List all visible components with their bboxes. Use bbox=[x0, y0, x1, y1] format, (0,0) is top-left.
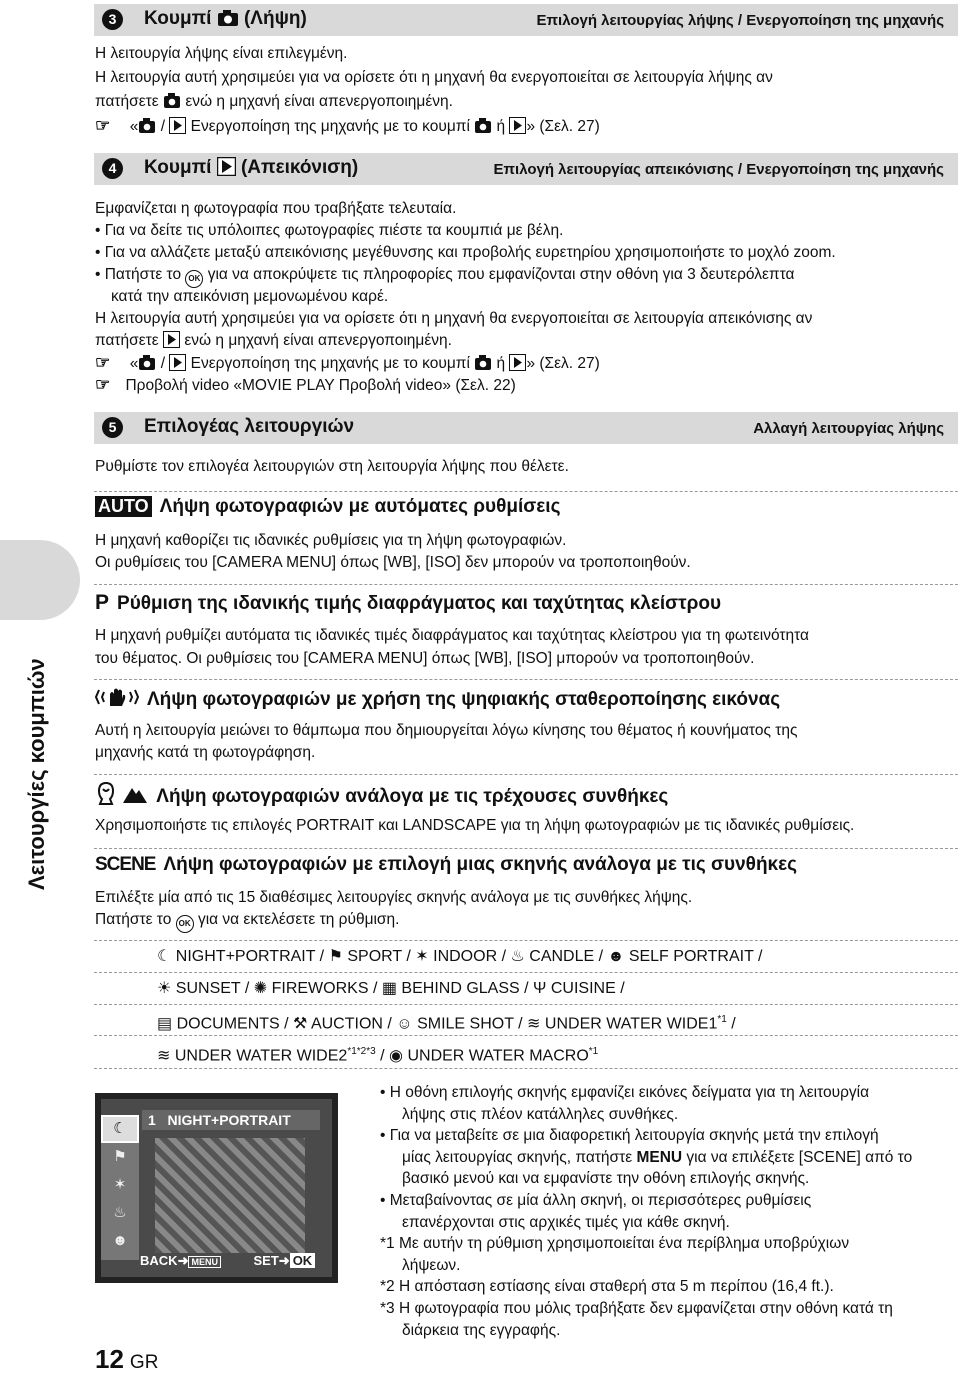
page-number: 12 GR bbox=[95, 1344, 159, 1374]
scene-list-row: ☾ NIGHT+PORTRAIT / ⚑ SPORT / ✶ INDOOR / ♨ CANDLE / ☻ SELF PORTRAIT / bbox=[157, 948, 763, 965]
text-line: Η λειτουργία λήψης είναι επιλεγμένη. bbox=[95, 45, 348, 62]
scene-selection-screen bbox=[95, 1093, 338, 1283]
playback-icon bbox=[217, 157, 236, 176]
note-line: • Για να μεταβείτε σε μια διαφορετική λειτουργία σκηνής μετά την επιλογή bbox=[380, 1127, 879, 1145]
text-line: Εμφανίζεται η φωτογραφία που τραβήξατε τελευταία. bbox=[95, 200, 457, 217]
text-line: Χρησιμοποιήστε τις επιλογές PORTRAIT και LANDSCAPE για τη λήψη φωτογραφιών με τις ιδανικές ρυθμίσεις. bbox=[95, 817, 855, 834]
footnote-line: *1 Με αυτήν τη ρύθμιση χρησιμοποιείται ένα περίβλημα υποβρύχιων bbox=[380, 1235, 850, 1253]
camera-icon bbox=[138, 355, 156, 371]
playback-icon bbox=[509, 117, 526, 134]
camera-icon bbox=[217, 9, 239, 27]
candle-icon: ♨ bbox=[510, 948, 525, 965]
auction-icon: ⚒ bbox=[293, 1015, 308, 1033]
section-subtitle: Επιλογή λειτουργίας λήψης / Ενεργοποίηση της μηχανής bbox=[536, 12, 944, 29]
section-number: 5 bbox=[102, 417, 123, 438]
self-portrait-icon: ☻ bbox=[112, 1232, 128, 1249]
smile-shot-icon: ☺ bbox=[396, 1015, 413, 1033]
text-line: Οι ρυθμίσεις του [CAMERA MENU] όπως [WB], [ISO] δεν μπορούν να τροποποιηθούν. bbox=[95, 554, 691, 571]
documents-icon: ▤ bbox=[157, 1015, 173, 1033]
indoor-icon: ✶ bbox=[113, 1176, 127, 1193]
note-line: λήψης στις πλέον κατάλληλες συνθήκες. bbox=[402, 1105, 679, 1123]
playback-icon bbox=[169, 354, 186, 371]
text-line: μηχανής κατά τη φωτογράφηση. bbox=[95, 744, 316, 761]
scene-list-row: ▤ DOCUMENTS / ⚒ AUCTION / ☺ SMILE SHOT / ≋ UNDER WATER WIDE1$^{*1}$ / bbox=[157, 1014, 736, 1033]
ok-button-icon: OK bbox=[176, 915, 194, 933]
auto-mode-icon: AUTO bbox=[95, 496, 152, 517]
candle-icon: ♨ bbox=[113, 1204, 127, 1221]
camera-icon bbox=[474, 355, 492, 371]
image-stabilization-icon bbox=[95, 686, 139, 708]
divider bbox=[94, 774, 958, 775]
scene-notes bbox=[380, 1082, 912, 1341]
scene-list-row: ☀ SUNSET / ✺ FIREWORKS / ▦ BEHIND GLASS / Ψ CUISINE / bbox=[157, 980, 625, 997]
bullet-item: • Για να αλλάζετε μεταξύ απεικόνισης μεγέθυνσης και προβολής ευρετηρίου χρησιμοποιήστε το μοχλό zoom. bbox=[95, 244, 836, 261]
page-language: GR bbox=[129, 1352, 159, 1373]
reference-line: ☞ Προβολή video «MOVIE PLAY Προβολή video» (Σελ. 22) bbox=[95, 375, 516, 394]
bullet-continuation: κατά την απεικόνιση μεμονωμένου καρέ. bbox=[111, 288, 389, 305]
mode-heading-program: P Ρύθμιση της ιδανικής τιμής διαφράγματος και ταχύτητας κλείστρου bbox=[95, 591, 722, 614]
divider bbox=[94, 972, 958, 973]
underwater-wide1-icon: ≋ bbox=[527, 1015, 541, 1033]
section-header-shooting-button bbox=[94, 4, 958, 36]
side-tab-marker bbox=[0, 540, 80, 620]
fireworks-icon: ✺ bbox=[253, 980, 268, 997]
section-title bbox=[144, 8, 307, 30]
footnote-line: *2 Η απόσταση εστίασης είναι σταθερή στα 5 m περίπου (16,4 ft.). bbox=[380, 1278, 834, 1296]
mode-heading-scene: SCENE Λήψη φωτογραφιών με επιλογή μιας σκηνής ανάλογα με τις συνθήκες bbox=[95, 854, 798, 875]
night-portrait-icon: ☾ bbox=[157, 948, 172, 965]
indoor-icon: ✶ bbox=[415, 948, 429, 965]
divider bbox=[94, 1004, 958, 1005]
divider bbox=[94, 584, 958, 585]
underwater-wide2-icon: ≋ bbox=[157, 1047, 171, 1065]
text-line: Η μηχανή ρυθμίζει αυτόματα τις ιδανικές τιμές διαφράγματος και ταχύτητας κλείστρου για τη φωτεινότητα bbox=[95, 627, 809, 644]
program-mode-icon: P bbox=[95, 591, 110, 614]
screen-footer: BACK➜ MENU SET➜ OK bbox=[140, 1253, 315, 1269]
divider bbox=[94, 848, 958, 849]
divider bbox=[94, 1068, 958, 1069]
text-line: Η μηχανή καθορίζει τις ιδανικές ρυθμίσεις για τη λήψη φωτογραφιών. bbox=[95, 532, 567, 549]
reference-pointer-icon: ☞ bbox=[95, 353, 109, 372]
divider bbox=[94, 679, 958, 680]
portrait-icon bbox=[95, 781, 117, 805]
reference-line: ☞ « / Ενεργοποίηση της μηχανής με το κουμπί ή » (Σελ. 27) bbox=[95, 353, 600, 372]
footnote-line: διάρκεια της εγγραφής. bbox=[402, 1321, 561, 1339]
bullet-item: • Πατήστε το OK για να αποκρύψετε τις πληροφορίες που εμφανίζονται στην οθόνη για 3 δευτερόλεπτα bbox=[95, 265, 794, 288]
side-section-label: Λειτουργίες κουμπιών bbox=[24, 658, 49, 890]
screen-title-bar: 1 NIGHT+PORTRAIT bbox=[142, 1110, 320, 1130]
divider bbox=[94, 940, 958, 941]
sunset-icon: ☀ bbox=[157, 980, 172, 997]
reference-pointer-icon: ☞ bbox=[95, 375, 109, 394]
mode-heading-stabilization: Λήψη φωτογραφιών με χρήση της ψηφιακής σταθεροποίησης εικόνας bbox=[95, 686, 780, 711]
underwater-macro-icon: ◉ bbox=[389, 1047, 403, 1065]
section-title: Επιλογέας λειτουργιών bbox=[144, 416, 355, 437]
camera-icon bbox=[163, 93, 181, 109]
text-line: Η λειτουργία αυτή χρησιμεύει για να ορίσετε ότι η μηχανή θα ενεργοποιείται σε λειτουργία λήψης αν bbox=[95, 69, 773, 86]
playback-icon bbox=[169, 117, 186, 134]
section-title-part: Κουμπί bbox=[144, 8, 212, 29]
section-number: 3 bbox=[102, 9, 123, 30]
mode-heading-auto: AUTO Λήψη φωτογραφιών με αυτόματες ρυθμίσεις bbox=[95, 496, 560, 518]
bullet-item: • Για να δείτε τις υπόλοιπες φωτογραφίες πιέστε τα κουμπιά με βέλη. bbox=[95, 222, 564, 239]
divider bbox=[94, 1035, 958, 1036]
menu-button-icon: MENU bbox=[636, 1148, 683, 1166]
sample-image bbox=[155, 1138, 305, 1253]
note-line: • Μεταβαίνοντας σε μία άλλη σκηνή, οι περισσότερες ρυθμίσεις bbox=[380, 1191, 812, 1209]
divider bbox=[94, 491, 958, 492]
note-line: επανέρχονται στις αρχικές τιμές για κάθε σκηνή. bbox=[402, 1213, 730, 1231]
text-line: Ρυθμίστε τον επιλογέα λειτουργιών στη λειτουργία λήψης που θέλετε. bbox=[95, 458, 569, 475]
text-line: Πατήστε το OK για να εκτελέσετε τη ρύθμιση. bbox=[95, 910, 399, 933]
reference-pointer-icon: ☞ bbox=[95, 116, 109, 135]
footnote-line: *3 Η φωτογραφία που μόλις τραβήξατε δεν εμφανίζεται στην οθόνη κατά τη bbox=[380, 1299, 893, 1317]
screen-scene-icon-list bbox=[101, 1115, 139, 1260]
section-subtitle: Επιλογή λειτουργίας απεικόνισης / Ενεργοποίηση της μηχανής bbox=[493, 161, 944, 178]
section-number: 4 bbox=[102, 158, 123, 179]
playback-icon bbox=[163, 331, 180, 348]
sport-icon: ⚑ bbox=[328, 948, 343, 965]
section-header-playback-button bbox=[94, 153, 958, 185]
text-line: πατήσετε ενώ η μηχανή είναι απενεργοποιημένη. bbox=[95, 93, 453, 110]
sport-icon: ⚑ bbox=[113, 1148, 127, 1165]
ok-button-icon: OK bbox=[185, 270, 203, 288]
text-line: του θέματος. Οι ρυθμίσεις του [CAMERA MENU] όπως [WB], [ISO] μπορούν να τροποποιηθούν. bbox=[95, 650, 755, 667]
reference-line: ☞ « / Ενεργοποίηση της μηχανής με το κουμπί ή » (Σελ. 27) bbox=[95, 116, 600, 135]
note-line: • Η οθόνη επιλογής σκηνής εμφανίζει εικόνες δείγματα για τη λειτουργία bbox=[380, 1084, 870, 1101]
camera-icon bbox=[474, 118, 492, 134]
text-line: Η λειτουργία αυτή χρησιμεύει για να ορίσετε ότι η μηχανή θα ενεργοποιείται σε λειτουργία απεικόνισης αν bbox=[95, 310, 813, 327]
footnote-line: λήψεων. bbox=[402, 1256, 461, 1274]
text-line: πατήσετε ενώ η μηχανή είναι απενεργοποιημένη. bbox=[95, 332, 452, 349]
section-subtitle: Αλλαγή λειτουργίας λήψης bbox=[753, 420, 944, 437]
mode-heading-portrait-landscape: Λήψη φωτογραφιών ανάλογα με τις τρέχουσες συνθήκες bbox=[95, 781, 668, 808]
section-title: Κουμπί (Απεικόνιση) bbox=[144, 157, 359, 178]
text-line: Επιλέξτε μία από τις 15 διαθέσιμες λειτουργίες σκηνής ανάλογα με τις συνθήκες λήψης. bbox=[95, 889, 693, 906]
cuisine-icon: Ψ bbox=[533, 980, 547, 997]
playback-icon bbox=[509, 354, 526, 371]
night-portrait-icon: ☾ bbox=[101, 1115, 139, 1143]
camera-icon bbox=[138, 118, 156, 134]
self-portrait-icon: ☻ bbox=[607, 948, 625, 965]
note-line: βασικό μενού και να εμφανίστε την οθόνη επιλογής σκηνής. bbox=[402, 1170, 810, 1188]
section-header-mode-dial bbox=[94, 412, 958, 444]
landscape-icon bbox=[122, 783, 148, 805]
text-line: Αυτή η λειτουργία μειώνει το θάμπωμα που δημιουργείται λόγω κίνησης του θέματος ή κουνήματος της bbox=[95, 722, 798, 739]
section-title-part: (Λήψη) bbox=[243, 8, 307, 29]
behind-glass-icon: ▦ bbox=[381, 980, 397, 997]
scene-list-row: ≋ UNDER WATER $WIDE2^{*1*2*3}$ / ◉ UNDER WATER MACRO$^{*1}$ bbox=[157, 1046, 599, 1065]
note-line: μίας λειτουργίας σκηνής, πατήστε MENU για να επιλέξετε [SCENE] από το bbox=[402, 1148, 913, 1166]
scene-mode-icon: SCENE bbox=[95, 854, 156, 875]
